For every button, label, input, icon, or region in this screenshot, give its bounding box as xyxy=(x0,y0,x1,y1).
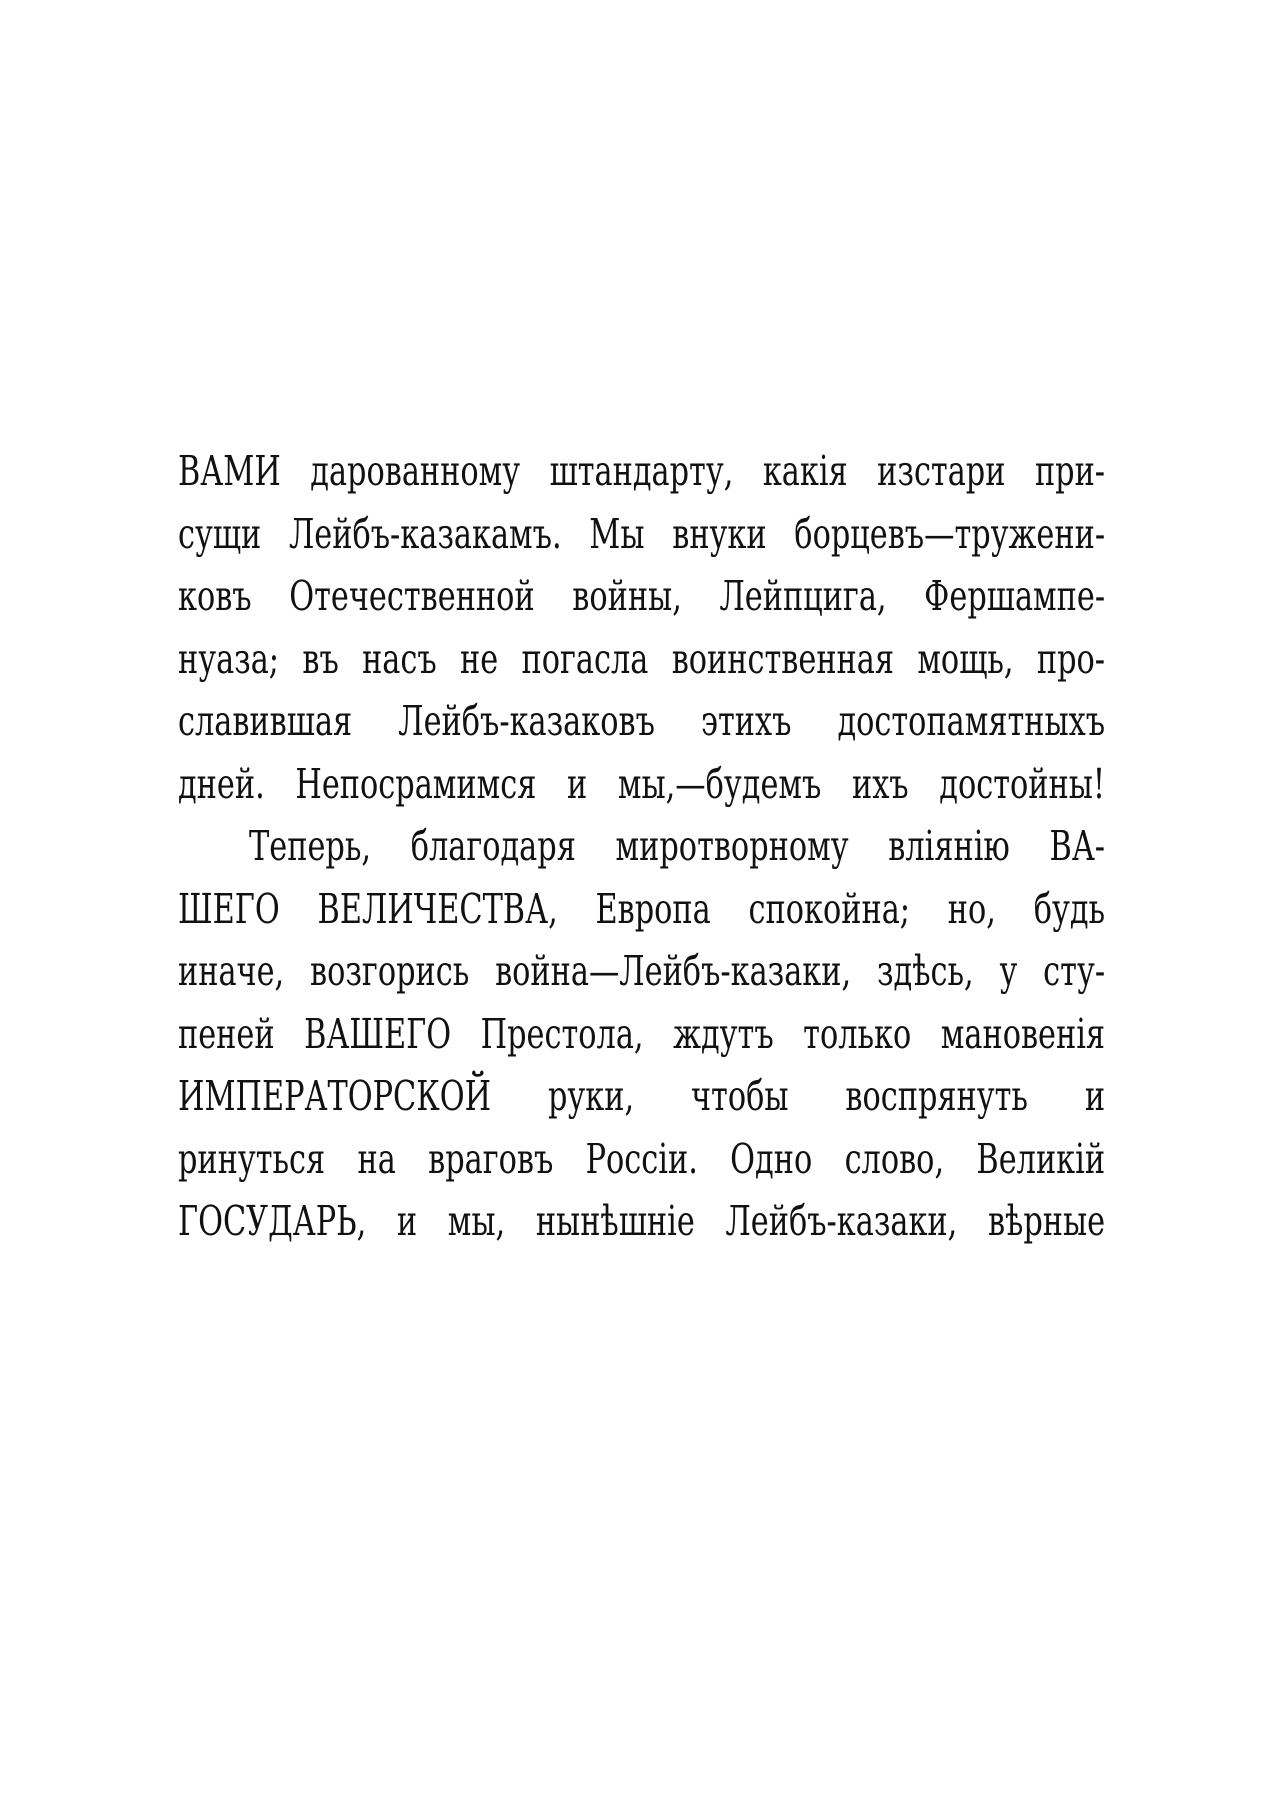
text-line: нуаза; въ насъ не погасла воинственная мощь, про- xyxy=(178,634,1106,683)
text-line: ГОСУДАРЬ, и мы, нынѣшніе Лейбъ-казаки, вѣрные xyxy=(178,1197,1106,1245)
text-line: ШЕГО ВЕЛИЧЕСТВА, Европа спокойна; но, будь xyxy=(178,884,1106,933)
text-line: иначе, возгорись война—Лейбъ-казаки, здѣсь, у сту- xyxy=(178,947,1106,995)
body-text xyxy=(178,440,1106,1253)
text-line: ринуться на враговъ Россіи. Одно слово, Великій xyxy=(178,1134,1106,1183)
text-line: дней. Непосрамимся и мы,—будемъ ихъ достойны! xyxy=(178,759,1106,808)
text-line: ВАМИ дарованному штандарту, какія изстари при- xyxy=(178,447,1106,495)
text-line: пеней ВАШЕГО Престола, ждутъ только мановенія xyxy=(178,1009,1106,1058)
text-line: Теперь, благодаря миротворному вліянію ВА- xyxy=(249,822,1106,870)
text-line: ковъ Отечественной войны, Лейпцига, Фершампе- xyxy=(178,572,1106,620)
text-line: сущи Лейбъ-казакамъ. Мы внуки борцевъ—тружени- xyxy=(178,509,1106,558)
text-line: ИМПЕРАТОРСКОЙ руки, чтобы воспрянуть и xyxy=(178,1072,1106,1120)
text-line: славившая Лейбъ-казаковъ этихъ достопамятныхъ xyxy=(178,697,1106,745)
